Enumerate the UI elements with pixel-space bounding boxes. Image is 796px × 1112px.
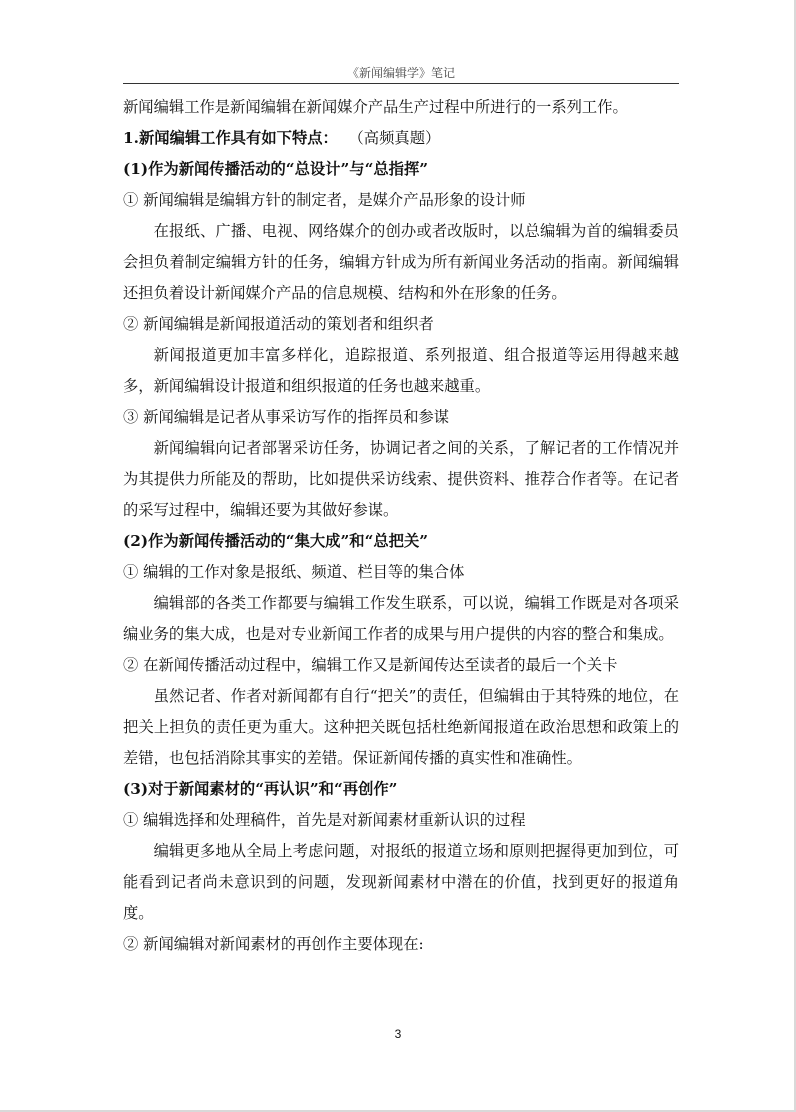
subsection-heading: (3)对于新闻素材的“再认识”和“再创作” <box>123 780 398 798</box>
document-body <box>123 92 679 960</box>
paragraph: 虽然记者、作者对新闻都有自行“把关”的责任，但编辑由于其特殊的地位，在把关上担负的责任更为重大。这种把关既包括杜绝新闻报道在政治思想和政策上的差错，也包括消除其事实的差错。保证新闻传播的真实性和准确性。 <box>123 687 679 767</box>
subsection-heading: (1)作为新闻传播活动的“总设计”与“总指挥” <box>123 160 429 178</box>
heading-note: （高频真题） <box>348 129 441 147</box>
page-footer <box>0 1027 796 1041</box>
list-point: ② 新闻编辑是新闻报道活动的策划者和组织者 <box>123 315 434 333</box>
paragraph: 在报纸、广播、电视、网络媒介的创办或者改版时，以总编辑为首的编辑委员会担负着制定编辑方针的任务，编辑方针成为所有新闻业务活动的指南。新闻编辑还担负着设计新闻媒介产品的信息规模、结构和外在形象的任务。 <box>123 222 679 302</box>
paragraph: 新闻编辑工作是新闻编辑在新闻媒介产品生产过程中所进行的一系列工作。 <box>123 98 628 116</box>
heading-text: 1.新闻编辑工作具有如下特点： <box>123 129 338 147</box>
paragraph: 新闻编辑向记者部署采访任务，协调记者之间的关系，了解记者的工作情况并为其提供力所能及的帮助，比如提供采访线索、提供资料、推荐合作者等。在记者的采写过程中，编辑还要为其做好参谋。 <box>123 439 679 519</box>
list-point: ② 新闻编辑对新闻素材的再创作主要体现在: <box>123 935 424 953</box>
paragraph: 编辑更多地从全局上考虑问题，对报纸的报道立场和原则把握得更加到位，可能看到记者尚未意识到的问题，发现新闻素材中潜在的价值，找到更好的报道角度。 <box>123 842 679 922</box>
list-point: ① 新闻编辑是编辑方针的制定者，是媒介产品形象的设计师 <box>123 191 526 209</box>
subsection-heading: (2)作为新闻传播活动的“集大成”和“总把关” <box>123 532 429 550</box>
list-point: ① 编辑选择和处理稿件，首先是对新闻素材重新认识的过程 <box>123 811 526 829</box>
list-point: ③ 新闻编辑是记者从事采访写作的指挥员和参谋 <box>123 408 450 426</box>
page-header <box>123 66 679 84</box>
paragraph: 新闻报道更加丰富多样化，追踪报道、系列报道、组合报道等运用得越来越多，新闻编辑设计报道和组织报道的任务也越来越重。 <box>123 346 679 395</box>
page-number: 3 <box>394 1027 402 1041</box>
section-heading <box>123 123 679 154</box>
paragraph: 编辑部的各类工作都要与编辑工作发生联系，可以说，编辑工作既是对各项采编业务的集大成，也是对专业新闻工作者的成果与用户提供的内容的整合和集成。 <box>123 594 679 643</box>
list-point: ① 编辑的工作对象是报纸、频道、栏目等的集合体 <box>123 563 465 581</box>
list-point: ② 在新闻传播活动过程中，编辑工作又是新闻传达至读者的最后一个关卡 <box>123 656 618 674</box>
header-title: 《新闻编辑学》笔记 <box>346 66 455 80</box>
